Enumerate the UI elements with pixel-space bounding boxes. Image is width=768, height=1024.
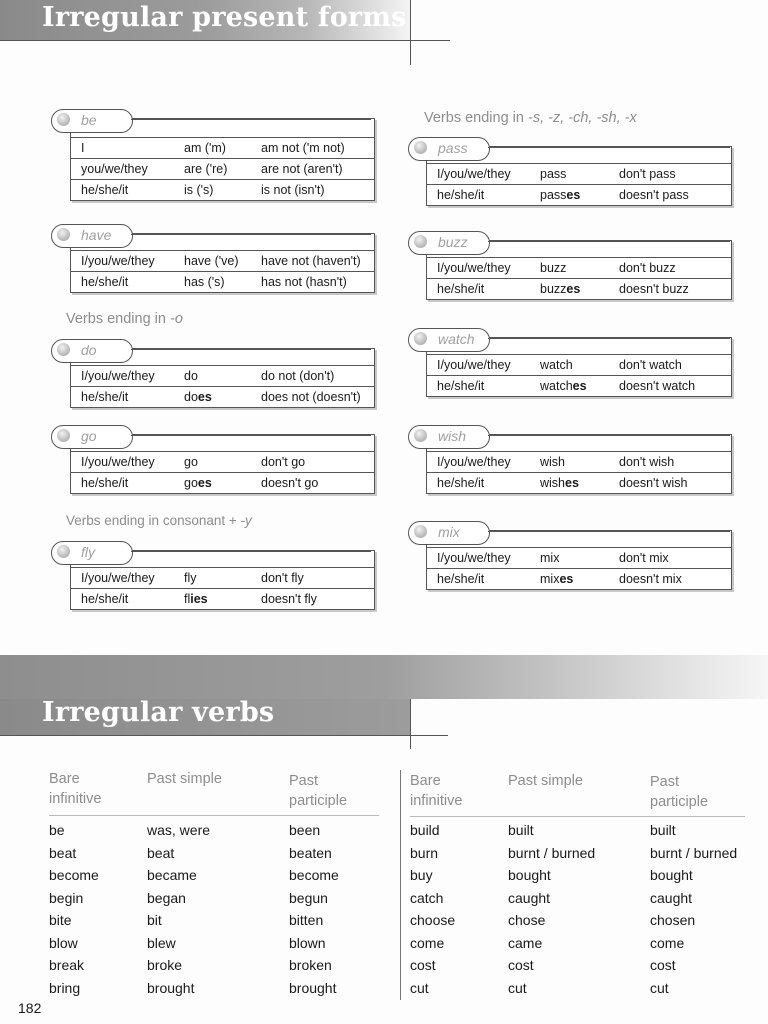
heading-s-z-ch-sh-x: Verbs ending in -s, -z, -ch, -sh, -x [424, 110, 637, 126]
bullet-icon [414, 332, 427, 345]
bullet-icon [57, 113, 70, 126]
table-row: I/you/we/they have ('ve) have not (haven't) [71, 250, 374, 271]
irregular-verbs-title: Irregular verbs [42, 697, 275, 728]
table-row: he/she/it is ('s) is not (isn't) [71, 179, 374, 200]
col-past-simple-left: Past simple [147, 771, 222, 787]
table-row: I am ('m) am not ('m not) [71, 137, 374, 158]
table-row: he/she/it does does not (doesn't) [71, 386, 374, 407]
table-row: I/you/we/they wish don't wish [427, 451, 731, 472]
present-forms-banner [0, 0, 410, 40]
table-row: you/we/they are ('re) are not (aren't) [71, 158, 374, 179]
present-banner-tick [410, 0, 411, 65]
page-number: 182 [18, 1000, 42, 1016]
table-row: he/she/it has ('s) has not (hasn't) [71, 271, 374, 292]
col-past-simple-right: Past simple [508, 773, 583, 789]
table-row: he/she/it goes doesn't go [71, 472, 374, 493]
irregular-banner-gray-band [0, 655, 768, 699]
header-rule-left [49, 815, 379, 816]
table-row: I/you/we/they watch don't watch [427, 354, 731, 375]
table-row: he/she/it wishes doesn't wish [427, 472, 731, 493]
header-rule-right [410, 816, 745, 817]
bullet-icon [414, 235, 427, 248]
col-past-participle-right: Past participle [650, 774, 709, 810]
bullet-icon [57, 343, 70, 356]
bullet-icon [414, 525, 427, 538]
table-row: I/you/we/they mix don't mix [427, 547, 731, 568]
heading-o: Verbs ending in -o [66, 311, 183, 327]
table-row: I/you/we/they go don't go [71, 451, 374, 472]
table-row: I/you/we/they do do not (don't) [71, 365, 374, 386]
heading-consonant-y: Verbs ending in consonant + -y [66, 513, 252, 528]
bullet-icon [414, 141, 427, 154]
table-row: I/you/we/they fly don't fly [71, 567, 374, 588]
present-forms-title: Irregular present forms [42, 2, 407, 33]
present-banner-rule [0, 40, 450, 41]
table-row: I/you/we/they buzz don't buzz [427, 257, 731, 278]
column-divider [400, 770, 401, 1000]
bullet-icon [414, 429, 427, 442]
table-row: he/she/it flies doesn't fly [71, 588, 374, 609]
table-row: he/she/it watches doesn't watch [427, 375, 731, 396]
table-row: he/she/it buzzes doesn't buzz [427, 278, 731, 299]
table-row: I/you/we/they pass don't pass [427, 163, 731, 184]
col-bare-infinitive-left: Bare infinitive [49, 771, 102, 807]
bullet-icon [57, 545, 70, 558]
irregular-banner-rule [0, 735, 448, 736]
bullet-icon [57, 228, 70, 241]
col-past-participle-left: Past participle [289, 773, 348, 809]
irregular-banner-tick [410, 699, 411, 749]
table-row: he/she/it mixes doesn't mix [427, 568, 731, 589]
bullet-icon [57, 429, 70, 442]
irregular-verbs-banner [0, 699, 410, 735]
table-row: he/she/it passes doesn't pass [427, 184, 731, 205]
col-bare-infinitive-right: Bare infinitive [410, 773, 463, 809]
